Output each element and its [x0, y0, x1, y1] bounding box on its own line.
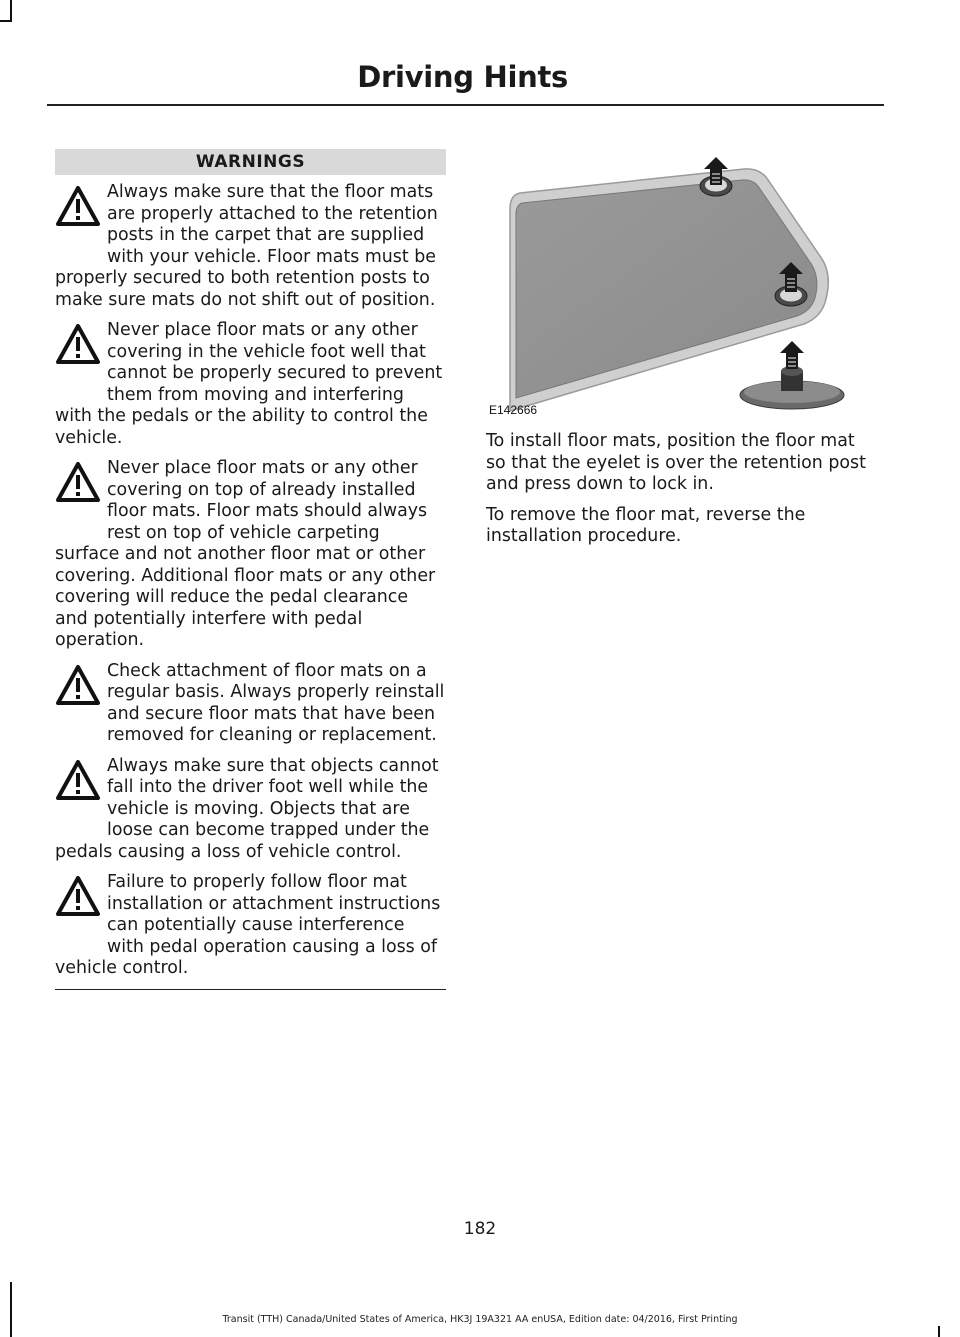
remove-instruction: To remove the floor mat, reverse the installation procedure. [486, 504, 806, 546]
warning-text: Never place floor mats or any other covering on top of already installed floor mats. Floor mats should always rest on top of vehicle carpeting surface and not another floor mat or other covering. Additional floor mats or any other covering will reduce the pedal clearance and potentially interfere with pedal operation. [55, 458, 436, 650]
warning-triangle-icon [55, 323, 107, 387]
warning-item [55, 320, 446, 449]
warning-item [55, 661, 446, 747]
instructions-section [486, 149, 878, 548]
crop-mark [0, 20, 12, 22]
warning-triangle-icon [55, 461, 107, 525]
warning-item [55, 182, 446, 311]
crop-mark [10, 0, 12, 22]
warnings-end-divider [55, 989, 446, 991]
warning-text: Check attachment of floor mats on a regular basis. Always properly reinstall and secure floor mats that have been removed for cleaning or replacement. [107, 660, 445, 745]
floor-mat-illustration [486, 149, 878, 417]
warning-text: Failure to properly follow floor mat installation or attachment instructions can potentially cause interference with pedal operation causing a loss of vehicle control. [55, 872, 441, 978]
floor-mat-drawing [486, 149, 878, 417]
page-number: 182 [463, 1219, 497, 1239]
arrow-up-icon [780, 341, 804, 369]
figure-id: E142666 [489, 403, 538, 417]
crop-mark [10, 1282, 12, 1337]
warning-triangle-icon [55, 759, 107, 823]
warning-item [55, 458, 446, 652]
footer-edition-info: Transit (TTH) Canada/United States of America, HK3J 19A321 AA enUSA, Edition date: 04/2016, First Printing [222, 1314, 738, 1325]
warning-triangle-icon [55, 664, 107, 728]
warnings-heading: WARNINGS [55, 149, 446, 175]
warning-item [55, 872, 446, 980]
warnings-section [55, 149, 446, 990]
warning-text: Never place floor mats or any other covering in the vehicle foot well that cannot be properly secured to prevent them from moving and interfering with the pedals or the ability to control the vehicle. [55, 320, 443, 448]
install-instruction: To install floor mats, position the floor mat so that the eyelet is over the retention post and press down to lock in. [486, 431, 866, 494]
warning-triangle-icon [55, 185, 107, 249]
page-header-title: Driving Hints [357, 60, 568, 94]
warning-item [55, 756, 446, 864]
warning-text: Always make sure that the floor mats are properly attached to the retention posts in the carpet that are supplied with your vehicle. Floor mats must be properly secured to both retention posts to make sure mats do not shift out of position. [55, 182, 438, 310]
crop-mark [938, 1326, 940, 1337]
warning-text: Always make sure that objects cannot fall into the driver foot well while the vehicle is moving. Objects that are loose can become trapped under the pedals causing a loss of vehicle control. [55, 755, 439, 862]
warning-triangle-icon [55, 875, 107, 939]
header-divider [47, 104, 884, 106]
